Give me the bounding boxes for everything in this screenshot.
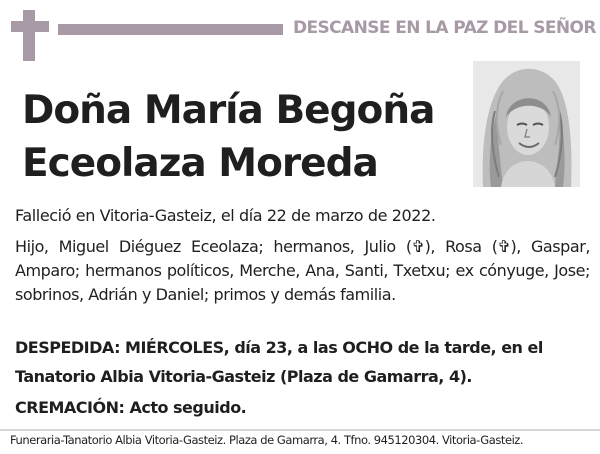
death-statement: Falleció en Vitoria-Gasteiz, el día 22 de marzo de 2022. bbox=[15, 206, 436, 225]
portrait-illustration bbox=[473, 61, 580, 187]
deceased-name-line-1: Doña María Begoña bbox=[22, 88, 435, 133]
deceased-name bbox=[22, 84, 434, 190]
cross-icon-horizontal bbox=[11, 21, 49, 32]
portrait-photo bbox=[473, 61, 580, 187]
funeral-home-footer: Funeraria-Tanatorio Albia Vitoria-Gasteiz. Plaza de Gamarra, 4. Tfno. 945120304. Vitoria-Gasteiz. bbox=[10, 433, 524, 447]
footer-divider bbox=[0, 429, 600, 431]
cremation-details: CREMACIÓN: Acto seguido. bbox=[15, 398, 247, 417]
deceased-name-line-2: Eceolaza Moreda bbox=[22, 141, 378, 186]
header-tagline: DESCANSE EN LA PAZ DEL SEÑOR bbox=[293, 18, 596, 38]
header-rule bbox=[58, 24, 283, 35]
cross-icon-vertical bbox=[23, 10, 35, 61]
family-list: Hijo, Miguel Diéguez Eceolaza; hermanos, Julio (✞), Rosa (✞), Gaspar, Amparo; hermanos políticos, Merche, Ana, Santi, Txetxu; ex cónyuge, Jose; sobrinos, Adrián y Daniel; primos y demás familia. bbox=[15, 237, 590, 304]
farewell-details: DESPEDIDA: MIÉRCOLES, día 23, a las OCHO de la tarde, en el Tanatorio Albia Vitoria-Gasteiz (Plaza de Gamarra, 4). bbox=[15, 338, 543, 386]
